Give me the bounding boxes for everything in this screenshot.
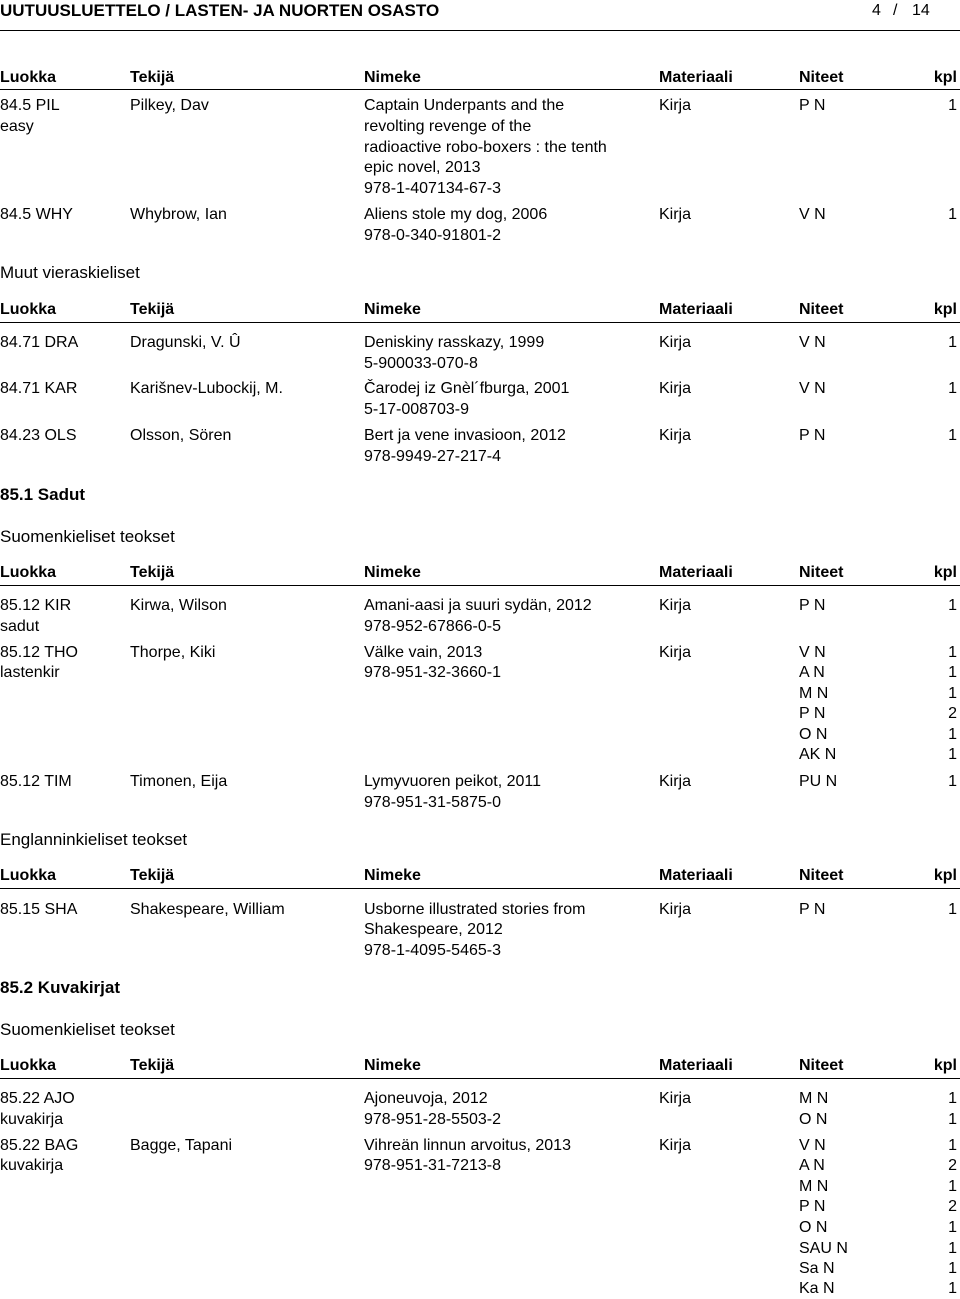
column-header-luokka: Luokka <box>0 1057 57 1074</box>
column-header-materiaali: Materiaali <box>659 564 733 581</box>
entry-luokka-sub: kuvakirja <box>0 1157 64 1174</box>
column-header-nimeke: Nimeke <box>364 564 421 581</box>
column-header-tekija: Tekijä <box>130 301 175 318</box>
column-header-tekija: Tekijä <box>130 69 175 86</box>
entry-materiaali: Kirja <box>659 206 692 223</box>
entry-nide-code: O N <box>799 1219 828 1236</box>
column-header-luokka: Luokka <box>0 301 57 318</box>
column-header-tekija: Tekijä <box>130 867 175 884</box>
entry-nide-kpl: 1 <box>948 644 957 661</box>
section-heading-englanninkieliset: Englanninkieliset teokset <box>0 830 188 849</box>
entry-nide-kpl: 1 <box>948 1219 957 1236</box>
column-header-luokka: Luokka <box>0 69 57 86</box>
entry-nimeke: Lymyvuoren peikot, 2011 <box>364 773 541 790</box>
entry-nide-code: Sa N <box>799 1260 835 1277</box>
entry-materiaali: Kirja <box>659 773 692 790</box>
entry-nimeke: Captain Underpants and the <box>364 97 565 114</box>
entry-nide-code: AK N <box>799 746 837 763</box>
column-header-niteet: Niteet <box>799 564 844 581</box>
entry-isbn: 978-951-28-5503-2 <box>364 1111 501 1128</box>
column-header-materiaali: Materiaali <box>659 867 733 884</box>
entry-nide-kpl: 2 <box>948 1198 957 1215</box>
entry-nide-kpl: 2 <box>948 1157 957 1174</box>
entry-luokka: 84.5 PIL <box>0 97 60 114</box>
entry-materiaali: Kirja <box>659 1137 692 1154</box>
column-header-kpl: kpl <box>933 564 957 581</box>
entry-luokka-sub: lastenkir <box>0 664 60 681</box>
section-heading-suomenkieliset: Suomenkieliset teokset <box>0 1020 175 1039</box>
column-header-tekija: Tekijä <box>130 564 175 581</box>
entry-nide-code: V N <box>799 334 826 351</box>
entry-tekija: Bagge, Tapani <box>130 1137 233 1154</box>
entry-isbn: 5-900033-070-8 <box>364 355 478 372</box>
entry-nide-kpl: 1 <box>948 1178 957 1195</box>
column-header-rule <box>0 89 960 90</box>
entry-nide-kpl: 2 <box>948 705 957 722</box>
entry-nide-kpl: 1 <box>948 97 957 114</box>
entry-nide-code: A N <box>799 1157 825 1174</box>
entry-nimeke: Deniskiny rasskazy, 1999 <box>364 334 545 351</box>
entry-nide-kpl: 1 <box>948 1240 957 1257</box>
entry-nide-code: V N <box>799 206 826 223</box>
entry-nide-kpl: 1 <box>948 1137 957 1154</box>
entry-nimeke: Bert ja vene invasioon, 2012 <box>364 427 566 444</box>
entry-nimeke: Usborne illustrated stories from <box>364 901 586 918</box>
page-title: UUTUUSLUETTELO / LASTEN- JA NUORTEN OSASTO <box>0 1 440 20</box>
entry-materiaali: Kirja <box>659 1090 692 1107</box>
page-number-total: 14 <box>912 2 930 19</box>
entry-nide-kpl: 1 <box>948 1090 957 1107</box>
column-header-materiaali: Materiaali <box>659 301 733 318</box>
section-heading-kuvakirjat: 85.2 Kuvakirjat <box>0 978 121 997</box>
entry-nide-code: P N <box>799 705 826 722</box>
entry-isbn: 978-951-32-3660-1 <box>364 664 501 681</box>
column-header-nimeke: Nimeke <box>364 1057 421 1074</box>
entry-nide-kpl: 1 <box>948 773 957 790</box>
entry-nide-code: P N <box>799 597 826 614</box>
entry-nide-kpl: 1 <box>948 597 957 614</box>
entry-luokka: 84.71 DRA <box>0 334 79 351</box>
entry-nimeke: Vihreän linnun arvoitus, 2013 <box>364 1137 571 1154</box>
entry-nimeke: Amani-aasi ja suuri sydän, 2012 <box>364 597 592 614</box>
column-header-nimeke: Nimeke <box>364 69 421 86</box>
entry-luokka: 85.22 BAG <box>0 1137 79 1154</box>
entry-nide-kpl: 1 <box>948 664 957 681</box>
column-header-luokka: Luokka <box>0 867 57 884</box>
column-header-rule <box>0 322 960 323</box>
entry-nide-code: Ka N <box>799 1280 835 1297</box>
column-header-kpl: kpl <box>933 69 957 86</box>
entry-tekija: Thorpe, Kiki <box>130 644 216 661</box>
column-header-rule <box>0 888 960 889</box>
entry-nide-kpl: 1 <box>948 901 957 918</box>
page-number-current: 4 <box>872 2 881 19</box>
entry-isbn: 5-17-008703-9 <box>364 401 469 418</box>
entry-luokka-sub: sadut <box>0 618 40 635</box>
entry-isbn: 978-9949-27-217-4 <box>364 448 501 465</box>
entry-nide-kpl: 1 <box>948 1280 957 1297</box>
entry-nide-kpl: 1 <box>948 206 957 223</box>
entry-luokka-sub: kuvakirja <box>0 1111 64 1128</box>
column-header-rule <box>0 1078 960 1079</box>
entry-nide-code: V N <box>799 380 826 397</box>
entry-nimeke: Välke vain, 2013 <box>364 644 483 661</box>
entry-nide-code: P N <box>799 1198 826 1215</box>
entry-isbn: 978-951-31-7213-8 <box>364 1157 501 1174</box>
entry-isbn: 978-951-31-5875-0 <box>364 794 501 811</box>
column-header-rule <box>0 585 960 586</box>
entry-materiaali: Kirja <box>659 597 692 614</box>
entry-luokka: 85.15 SHA <box>0 901 78 918</box>
entry-tekija: Shakespeare, William <box>130 901 285 918</box>
entry-luokka: 84.71 KAR <box>0 380 78 397</box>
entry-luokka: 84.5 WHY <box>0 206 73 223</box>
entry-nide-kpl: 1 <box>948 726 957 743</box>
column-header-kpl: kpl <box>933 1057 957 1074</box>
entry-nimeke: radioactive robo-boxers : the tenth <box>364 139 607 156</box>
entry-nide-code: PU N <box>799 773 838 790</box>
entry-nimeke: Ajoneuvoja, 2012 <box>364 1090 488 1107</box>
column-header-niteet: Niteet <box>799 69 844 86</box>
entry-nide-kpl: 1 <box>948 1260 957 1277</box>
entry-tekija: Kirwa, Wilson <box>130 597 227 614</box>
entry-tekija: Pilkey, Dav <box>130 97 209 114</box>
entry-materiaali: Kirja <box>659 427 692 444</box>
column-header-tekija: Tekijä <box>130 1057 175 1074</box>
entry-nide-code: M N <box>799 1178 829 1195</box>
entry-materiaali: Kirja <box>659 334 692 351</box>
entry-materiaali: Kirja <box>659 380 692 397</box>
entry-isbn: 978-1-407134-67-3 <box>364 180 501 197</box>
entry-materiaali: Kirja <box>659 644 692 661</box>
column-header-kpl: kpl <box>933 301 957 318</box>
entry-isbn: 978-1-4095-5465-3 <box>364 942 501 959</box>
column-header-niteet: Niteet <box>799 1057 844 1074</box>
entry-tekija: Olsson, Sören <box>130 427 232 444</box>
entry-nimeke: Čarodej iz Gnèl´fburga, 2001 <box>364 380 570 397</box>
entry-materiaali: Kirja <box>659 901 692 918</box>
entry-nimeke: Shakespeare, 2012 <box>364 921 503 938</box>
entry-nide-code: P N <box>799 427 826 444</box>
entry-nide-code: P N <box>799 901 826 918</box>
column-header-luokka: Luokka <box>0 564 57 581</box>
entry-materiaali: Kirja <box>659 97 692 114</box>
entry-nimeke: epic novel, 2013 <box>364 159 481 176</box>
column-header-niteet: Niteet <box>799 867 844 884</box>
entry-luokka: 85.12 THO <box>0 644 78 661</box>
entry-luokka: 85.12 TIM <box>0 773 72 790</box>
entry-nide-kpl: 1 <box>948 334 957 351</box>
entry-nimeke: Aliens stole my dog, 2006 <box>364 206 548 223</box>
column-header-materiaali: Materiaali <box>659 1057 733 1074</box>
header-rule <box>0 30 960 31</box>
entry-tekija: Timonen, Eija <box>130 773 228 790</box>
entry-nimeke: revolting revenge of the <box>364 118 532 135</box>
entry-nide-code: V N <box>799 1137 826 1154</box>
entry-isbn: 978-0-340-91801-2 <box>364 227 501 244</box>
column-header-nimeke: Nimeke <box>364 301 421 318</box>
column-header-nimeke: Nimeke <box>364 867 421 884</box>
entry-tekija: Karišnev-Lubockij, M. <box>130 380 283 397</box>
column-header-materiaali: Materiaali <box>659 69 733 86</box>
entry-isbn: 978-952-67866-0-5 <box>364 618 501 635</box>
entry-nide-kpl: 1 <box>948 427 957 444</box>
entry-nide-kpl: 1 <box>948 380 957 397</box>
entry-nide-kpl: 1 <box>948 1111 957 1128</box>
entry-nide-kpl: 1 <box>948 746 957 763</box>
entry-luokka-sub: easy <box>0 118 34 135</box>
page-number-separator: / <box>893 2 898 19</box>
entry-nide-code: A N <box>799 664 825 681</box>
entry-nide-code: M N <box>799 685 829 702</box>
entry-tekija: Dragunski, V. Û <box>130 334 241 351</box>
entry-nide-code: V N <box>799 644 826 661</box>
entry-nide-code: M N <box>799 1090 829 1107</box>
section-heading-muut-vieraskieliset: Muut vieraskieliset <box>0 263 140 282</box>
entry-luokka: 85.22 AJO <box>0 1090 75 1107</box>
entry-tekija: Whybrow, Ian <box>130 206 227 223</box>
column-header-kpl: kpl <box>933 867 957 884</box>
column-header-niteet: Niteet <box>799 301 844 318</box>
entry-luokka: 84.23 OLS <box>0 427 77 444</box>
entry-nide-code: P N <box>799 97 826 114</box>
section-heading-suomenkieliset: Suomenkieliset teokset <box>0 527 175 546</box>
entry-nide-code: SAU N <box>799 1240 848 1257</box>
section-heading-sadut: 85.1 Sadut <box>0 485 86 504</box>
entry-luokka: 85.12 KIR <box>0 597 72 614</box>
entry-nide-code: O N <box>799 1111 828 1128</box>
entry-nide-code: O N <box>799 726 828 743</box>
entry-nide-kpl: 1 <box>948 685 957 702</box>
